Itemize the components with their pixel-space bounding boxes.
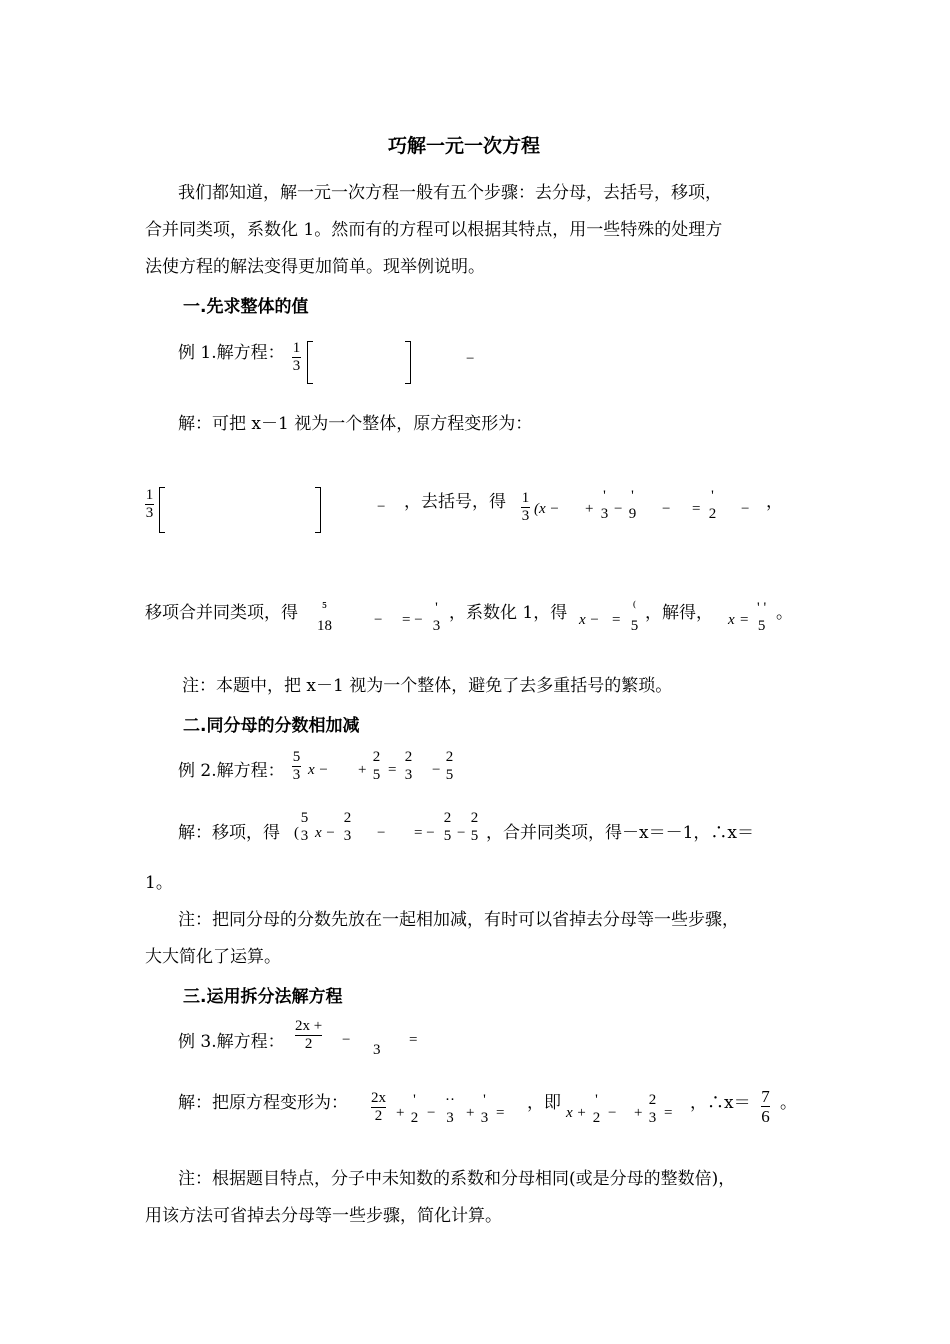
numerator: 2 xyxy=(404,749,413,765)
note3-line-2: 用该方法可省掉去分母等一些步骤，简化计算。 xyxy=(145,1206,502,1226)
expr-x-minus: x − xyxy=(315,825,336,841)
fraction-b-3 xyxy=(404,749,413,784)
expr-x-minus: x − xyxy=(308,762,329,778)
fraction-i-3 xyxy=(445,1092,455,1127)
plus-sign: + xyxy=(634,1105,643,1121)
numerator: 2 xyxy=(470,810,479,826)
fraction-l-3 xyxy=(648,1092,657,1127)
note2-line-1: 注：把同分母的分数先放在一起相加减，有时可以省掉去分母等一些步骤， xyxy=(178,910,739,930)
minus-sign: − xyxy=(741,501,750,517)
numerator: ' xyxy=(595,1092,598,1108)
fraction-open-5 xyxy=(630,600,639,635)
minus-sign: − xyxy=(377,499,386,515)
minus-sign: − xyxy=(374,612,383,628)
equals-sign: = xyxy=(388,762,397,778)
denominator: 6 xyxy=(761,1107,770,1126)
numerator: 7 xyxy=(761,1087,770,1106)
minus-sign: − xyxy=(457,825,466,841)
fraction-c-5 xyxy=(445,749,454,784)
fraction-5-3 xyxy=(292,749,301,784)
denominator: 5 xyxy=(372,767,381,783)
fraction-tick-9 xyxy=(628,488,637,523)
denominator: 3 xyxy=(145,505,154,521)
numerator: 2 xyxy=(445,749,454,765)
left-bracket xyxy=(159,487,165,533)
example1-label: 例 1.解方程： xyxy=(178,343,285,363)
denominator: 3 xyxy=(300,828,309,844)
left-bracket xyxy=(307,341,313,384)
numerator: 2x + xyxy=(295,1018,323,1034)
solution2-cont: 1。 xyxy=(145,873,173,893)
minus-sign: − xyxy=(614,501,623,517)
example2-label: 例 2.解方程： xyxy=(178,761,285,781)
right-bracket xyxy=(315,487,321,533)
note2-line-2: 大大简化了运算。 xyxy=(145,947,281,967)
fraction-e-5 xyxy=(443,810,452,845)
denominator: 3 xyxy=(292,358,301,374)
numerator: 2 xyxy=(343,810,352,826)
numerator: ' xyxy=(413,1092,416,1108)
example3-label: 例 3.解方程： xyxy=(178,1032,285,1052)
solution3-start: 解：把原方程变形为： xyxy=(178,1093,348,1113)
plus-sign: + xyxy=(585,501,594,517)
numerator: 2x xyxy=(371,1090,386,1106)
comma: ， xyxy=(766,492,783,512)
denominator: 3 xyxy=(600,506,609,522)
period: 。 xyxy=(780,1093,797,1113)
minus-sign: − xyxy=(608,1105,617,1121)
fraction-tick-3 xyxy=(600,488,609,523)
numerator: 2 xyxy=(372,749,381,765)
intro-line-1: 我们都知道，解一元一次方程一般有五个步骤：去分母，去括号，移项， xyxy=(178,183,722,203)
denominator: 3 xyxy=(343,828,352,844)
numerator: ' xyxy=(435,600,438,616)
numerator: ' xyxy=(483,1092,486,1108)
fraction-ticks-5 xyxy=(757,600,766,635)
right-bracket xyxy=(405,341,411,384)
minus-sign: − xyxy=(377,825,386,841)
denominator: 5 xyxy=(757,618,766,634)
section1-heading: 一.先求整体的值 xyxy=(183,297,309,317)
plus-sign: + xyxy=(358,762,367,778)
fraction-tick-3b xyxy=(432,600,441,635)
example1-fraction xyxy=(292,340,301,375)
period: 。 xyxy=(776,603,793,623)
intro-line-3: 法使方程的解法变得更加简单。现举例说明。 xyxy=(145,257,485,277)
expanded-fraction xyxy=(521,490,530,525)
numerator: 2 xyxy=(443,810,452,826)
minus-sign: − xyxy=(427,1105,436,1121)
denominator: 9 xyxy=(628,506,637,522)
denominator: 18 xyxy=(317,618,332,634)
equals-sign: = xyxy=(664,1105,673,1121)
denominator: 3 xyxy=(648,1110,657,1126)
transformed-fraction xyxy=(145,487,154,522)
numerator: ⁵ xyxy=(321,600,328,616)
note3-line-1: 注：根据题目特点，分子中未知数的系数和分母相同(或是分母的整数倍)， xyxy=(178,1169,736,1189)
solution3-end: ，∴x＝ xyxy=(690,1093,751,1113)
equals-minus: = − xyxy=(402,612,423,628)
fraction-k-2 xyxy=(592,1092,601,1127)
solution2-start: 解：移项，得 xyxy=(178,823,280,843)
fraction-tick-2 xyxy=(708,488,717,523)
combine-text: 移项合并同类项，得 xyxy=(145,603,298,623)
minus-sign: − xyxy=(662,501,671,517)
plus-sign: + xyxy=(466,1105,475,1121)
denominator: 2 xyxy=(374,1108,383,1124)
denominator: 2 xyxy=(304,1036,313,1052)
denominator: 3 xyxy=(432,618,441,634)
denominator: 3 xyxy=(480,1110,489,1126)
numerator: ·· xyxy=(445,1092,455,1108)
numerator: 2 xyxy=(648,1092,657,1108)
denominator: 3 xyxy=(373,1042,381,1058)
open-paren: ( xyxy=(294,825,299,841)
solve-text: ，解得， xyxy=(645,603,713,623)
numerator: 1 xyxy=(145,487,154,503)
fraction-a-5 xyxy=(372,749,381,784)
denominator: 2 xyxy=(592,1110,601,1126)
fraction-g-3 xyxy=(373,1028,381,1059)
fraction-j-3 xyxy=(480,1092,489,1127)
equals-sign: = xyxy=(692,501,701,517)
denominator: 3 xyxy=(446,1110,454,1126)
answer-fraction xyxy=(761,1087,770,1126)
section2-heading: 二.同分母的分数相加减 xyxy=(183,716,360,736)
solution3-mid: ，即 xyxy=(527,1093,561,1113)
numerator: ' ' xyxy=(757,600,767,616)
fraction-2x-2 xyxy=(295,1018,322,1053)
numerator: ' xyxy=(631,488,634,504)
denominator: 5 xyxy=(443,828,452,844)
equals-sign: = xyxy=(496,1105,505,1121)
fraction-d-3 xyxy=(343,810,352,845)
minus-sign: − xyxy=(466,351,475,367)
denominator: 2 xyxy=(708,506,717,522)
page-title: 巧解一元一次方程 xyxy=(388,135,541,157)
numerator: 5 xyxy=(300,810,309,826)
fraction-f-5 xyxy=(470,810,479,845)
section3-heading: 三.运用拆分法解方程 xyxy=(183,987,343,1007)
expr-x-minus: (x − xyxy=(534,501,560,517)
denominator: 3 xyxy=(292,767,301,783)
equals-minus: = − xyxy=(414,825,435,841)
numerator: ⁽ xyxy=(632,600,637,616)
denominator: 3 xyxy=(521,508,530,524)
denominator: 3 xyxy=(404,767,413,783)
expr-x-plus: x + xyxy=(566,1105,587,1121)
fraction-5-3b xyxy=(300,810,309,845)
numerator: ' xyxy=(603,488,606,504)
minus-sign: − xyxy=(342,1032,351,1048)
equals-sign: = xyxy=(409,1032,418,1048)
minus-sign: − xyxy=(432,762,441,778)
plus-sign: + xyxy=(396,1105,405,1121)
numerator: ' xyxy=(711,488,714,504)
solution2-rest: ，合并同类项，得－x＝－1，∴x＝ xyxy=(486,823,754,843)
intro-line-2: 合并同类项，系数化 1。然而有的方程可以根据其特点，用一些特殊的处理方 xyxy=(145,220,723,240)
numerator: 5 xyxy=(292,749,301,765)
expr-x-minus: x − xyxy=(579,612,600,628)
denominator: 5 xyxy=(445,767,454,783)
fraction-2x-2b xyxy=(371,1090,386,1125)
coef-text: ，系数化 1，得 xyxy=(449,603,568,623)
numerator: 1 xyxy=(292,340,301,356)
numerator: 1 xyxy=(521,490,530,506)
fraction-h-2 xyxy=(410,1092,419,1127)
answer-x: x xyxy=(728,612,735,628)
denominator: 2 xyxy=(410,1110,419,1126)
solution1-line: 解：可把 x－1 视为一个整体，原方程变形为： xyxy=(178,414,533,434)
expand-text: ，去括号，得 xyxy=(404,492,506,512)
denominator: 5 xyxy=(470,828,479,844)
equals-sign: = xyxy=(740,612,749,628)
fraction-5-18 xyxy=(317,600,332,635)
note1: 注：本题中，把 x－1 视为一个整体，避免了去多重括号的繁琐。 xyxy=(182,676,673,696)
denominator: 5 xyxy=(630,618,639,634)
equals-sign: = xyxy=(612,612,621,628)
